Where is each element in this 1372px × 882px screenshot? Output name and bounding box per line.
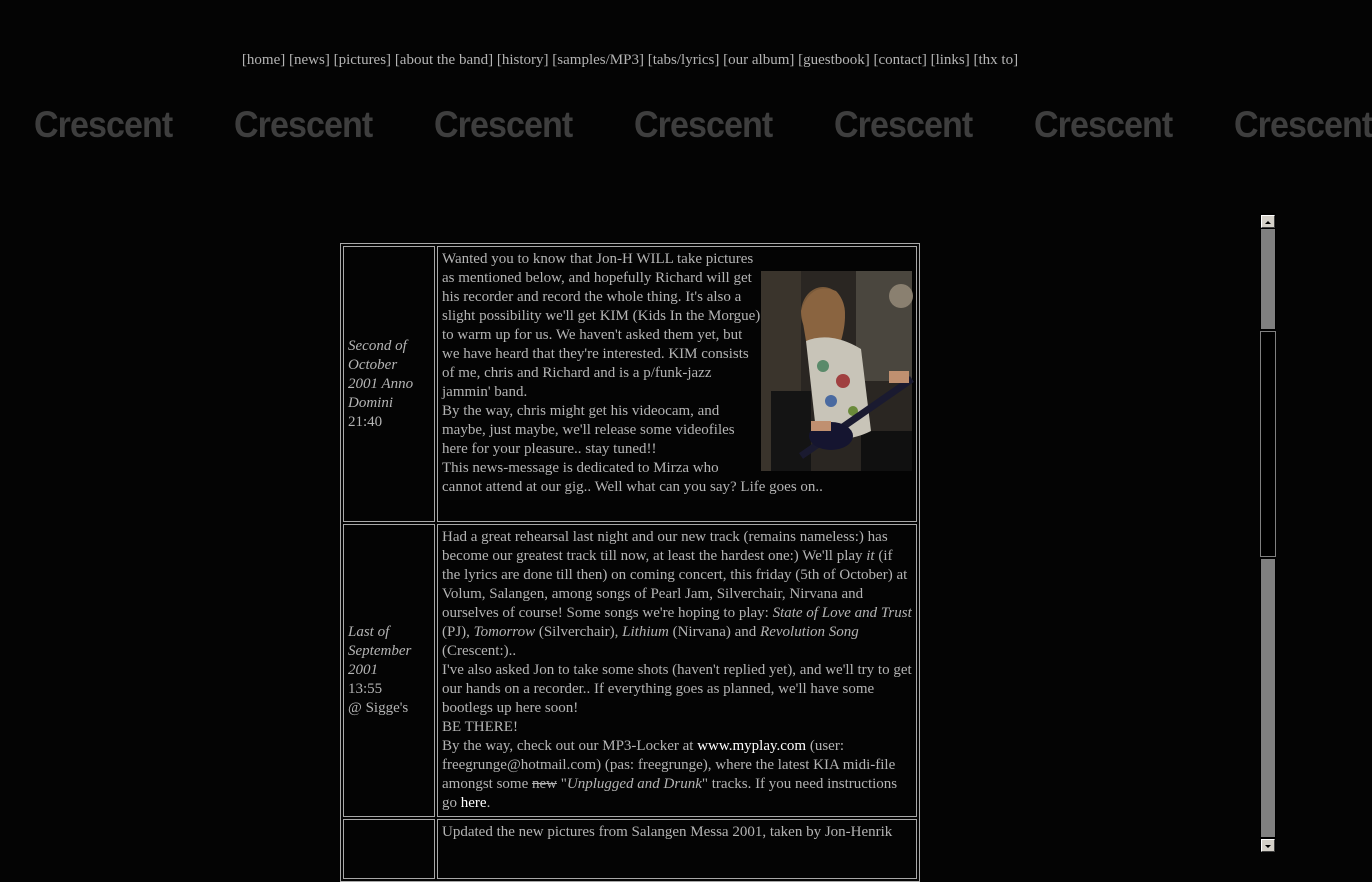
song-title: State of Love and Trust [772, 605, 912, 621]
nav-link-about-the-band[interactable]: [about the band] [394, 52, 494, 68]
myplay-link[interactable]: www.myplay.com [697, 738, 807, 754]
news-text: (Silverchair), [535, 624, 623, 640]
song-title: Lithium [622, 624, 669, 640]
news-body-cell [437, 819, 917, 879]
news-date-cell [343, 819, 435, 879]
news-text: By the way, check out our MP3-Locker at [442, 738, 698, 754]
nav-link-pictures[interactable]: [pictures] [333, 52, 392, 68]
bass-player-photo-icon [761, 271, 912, 471]
top-navigation [0, 52, 1260, 69]
news-date-cell [343, 524, 435, 817]
news-time: 13:55 [348, 681, 383, 697]
news-text: (PJ), [442, 624, 474, 640]
band-photo [761, 271, 912, 471]
scroll-up-button[interactable] [1261, 215, 1275, 228]
vertical-scrollbar[interactable] [1260, 213, 1276, 852]
nav-link-guestbook[interactable]: [guestbook] [798, 52, 870, 68]
date-line: Domini [348, 394, 393, 411]
scrollbar-thumb[interactable] [1260, 331, 1276, 557]
nav-link-news[interactable]: [news] [289, 52, 330, 68]
banner-logo-text: Crescent [234, 104, 373, 145]
news-paragraph: By the way, chris might get his videocam, and maybe, just maybe, we'll release some videofiles here for your pleasure.. stay tuned!! [442, 403, 735, 457]
content-frame [0, 213, 1260, 852]
song-title: Tomorrow [473, 624, 536, 640]
banner-logo-text: Crescent [34, 104, 173, 145]
date-line: Last of [348, 624, 390, 640]
scrollbar-lower-region[interactable] [1261, 559, 1275, 837]
banner-logo-text: Crescent [634, 104, 773, 145]
banner-logo-text: Crescent [434, 104, 573, 145]
news-entry [343, 524, 917, 817]
crescent-banner [0, 104, 1372, 146]
instructions-link[interactable]: here [460, 795, 487, 811]
news-text-italic: Unplugged and Drunk [566, 776, 702, 792]
scrollbar-upper-region[interactable] [1261, 229, 1275, 329]
news-body-cell [437, 524, 917, 817]
news-text-italic: it [866, 548, 875, 564]
news-paragraph: I've also asked Jon to take some shots (haven't replied yet), and we'll try to get our hands on a recorder.. If everything goes as planned, we'll have some bootlegs up here soon! [442, 662, 912, 716]
banner-logo-text: Crescent [1034, 104, 1173, 145]
news-date-cell [343, 246, 435, 522]
arrow-up-icon [1262, 217, 1274, 228]
news-text: Had a great rehearsal last night and our new track (remains nameless:) has become our greatest track till now, at least the hardest one:) We'll play [442, 529, 888, 564]
date-line: Second of [348, 337, 407, 354]
news-text: (user: freegrunge@hotmail.com) (pas: freegrunge), where the latest KIA midi-file amongst some [442, 738, 896, 792]
news-text: (if the lyrics are done till then) on coming concert, this friday (5th of October) at Volum, Salangen, among songs of Pearl Jam, Silverchair, Nirvana and ourselves of course! Some songs we're hoping to play: [442, 548, 908, 621]
news-entry [343, 819, 917, 879]
nav-link-history[interactable]: [history] [496, 52, 549, 68]
news-table [340, 243, 920, 882]
news-body-cell [437, 246, 917, 522]
nav-link-our-album[interactable]: [our album] [723, 52, 795, 68]
nav-link-home[interactable]: [home] [241, 52, 286, 68]
news-text: (Nirvana) and [668, 624, 761, 640]
news-text: " [557, 776, 567, 792]
scroll-down-button[interactable] [1261, 839, 1275, 852]
nav-link-tabs-lyrics[interactable]: [tabs/lyrics] [647, 52, 720, 68]
banner-logo-text: Crescent [834, 104, 973, 145]
news-place: @ Sigge's [348, 700, 409, 716]
news-text-strike: new [532, 776, 557, 792]
banner-logo-text: Crescent [1234, 104, 1372, 145]
news-text: . [486, 795, 491, 811]
news-time: 21:40 [348, 413, 383, 430]
nav-link-thx-to[interactable]: [thx to] [973, 52, 1019, 68]
date-line: September [348, 643, 412, 659]
song-title: Revolution Song [760, 624, 859, 640]
news-paragraph: Updated the new pictures from Salangen Messa 2001, taken by Jon-Henrik [442, 824, 893, 840]
news-entry [343, 246, 917, 522]
arrow-down-icon [1262, 841, 1274, 852]
date-line: 2001 Anno [348, 375, 414, 392]
news-paragraph: BE THERE! [442, 719, 518, 735]
date-line: 2001 [348, 662, 378, 678]
date-line: October [348, 356, 398, 373]
nav-link-links[interactable]: [links] [930, 52, 970, 68]
nav-link-samples-mp3[interactable]: [samples/MP3] [552, 52, 644, 68]
news-text: " tracks. If you need instructions go [442, 776, 898, 811]
news-text: (Crescent:).. [442, 643, 517, 659]
news-paragraph: Wanted you to know that Jon-H WILL take pictures as mentioned below, and hopefully Richard will get his recorder and record the whole thing. It's also a slight possibility we'll get KIM (Kids In the Morgue) to warm up for us. We haven't asked them yet, but we have heard that they're interested. KIM consists of me, chris and Richard and is a p/funk-jazz jammin' band. [442, 251, 761, 400]
nav-link-contact[interactable]: [contact] [873, 52, 927, 68]
news-paragraph: This news-message is dedicated to Mirza who cannot attend at our gig.. Well what can you say? Life goes on.. [442, 460, 823, 495]
